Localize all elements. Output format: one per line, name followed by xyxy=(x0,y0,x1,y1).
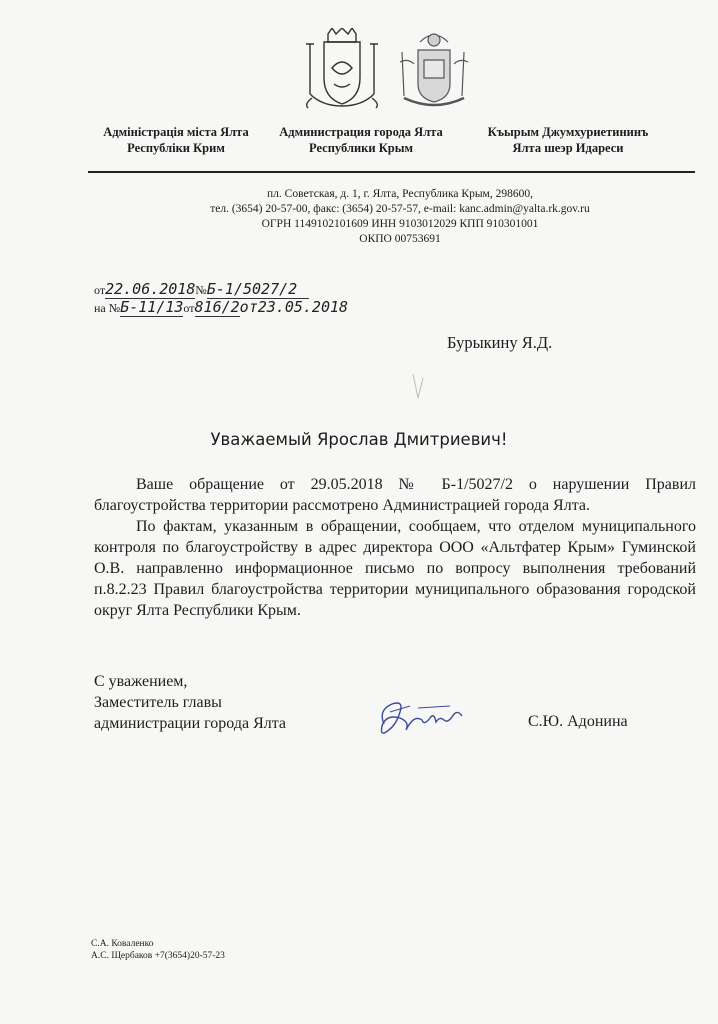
executors-block xyxy=(91,938,225,962)
reg-from-prefix: от xyxy=(94,283,106,297)
ref-on-prefix: на № xyxy=(94,301,121,315)
handwritten-signature xyxy=(370,696,470,740)
header-ru-line2: Республики Крым xyxy=(309,141,413,155)
yalta-coat-of-arms xyxy=(302,28,382,110)
header-russian xyxy=(268,124,454,156)
reg-date: 22.06.2018 xyxy=(105,280,196,298)
closing-block xyxy=(94,671,286,734)
incoming-reference xyxy=(94,298,348,316)
recipient-name: Бурыкину Я.Д. xyxy=(447,333,553,352)
salutation: Уважаемый Ярослав Дмитриевич! xyxy=(210,430,508,449)
closing-regards: С уважением, xyxy=(94,673,188,690)
check-mark xyxy=(410,372,426,400)
closing-organization: администрации города Ялта xyxy=(94,715,287,732)
letter-body xyxy=(94,474,696,621)
reg-no-prefix: № xyxy=(195,283,207,297)
ref-number: Б-11/13 xyxy=(120,298,184,316)
closing-position: Заместитель главы xyxy=(94,694,222,711)
executor-2: А.С. Щербаков +7(3654)20-57-23 xyxy=(91,951,225,961)
contact-address: пл. Советская, д. 1, г. Ялта, Республика Крым, 298600, xyxy=(267,188,533,200)
ref-from-prefix-2: от xyxy=(239,298,258,316)
contact-phones: тел. (3654) 20-57-00, факс: (3654) 20-57-57, e-mail: kanc.admin@yalta.rk.gov.ru xyxy=(210,203,590,215)
header-ru-line1: Администрация города Ялта xyxy=(279,125,443,139)
reg-number: Б-1/5027/2 xyxy=(207,280,309,299)
executor-1: С.А. Коваленко xyxy=(91,939,154,949)
crimea-coat-of-arms xyxy=(398,28,470,108)
body-paragraph-2: По фактам, указанным в обращении, сообщаем, что отделом муниципального контроля по благоустройству в адрес директора ООО «Альтфатер Крым» Гуминской О.В. направленно информационное письмо по вопросу выполнения требований п.8.2.23 Правил благоустройства территории муниципального образования городской округ Ялта Республики Крым. xyxy=(94,518,696,619)
header-crh-line1: Къырым Джумхуриетининъ xyxy=(487,125,649,139)
signer-name: С.Ю. Адонина xyxy=(528,713,628,730)
header-ukrainian xyxy=(88,124,264,156)
header-crh-line2: Ялта шеэр Идареси xyxy=(512,141,624,155)
outgoing-registration xyxy=(94,280,309,298)
ref-number-2: 816/2 xyxy=(194,298,240,316)
header-ua-line2: Республіки Крим xyxy=(127,141,225,155)
header-crimean-tatar xyxy=(478,124,658,156)
contact-okpo: ОКПО 00753691 xyxy=(359,233,441,245)
body-paragraph-1: Ваше обращение от 29.05.2018 № Б-1/5027/2 о нарушении Правил благоустройства территории рассмотрено Администрацией города Ялта. xyxy=(94,476,696,514)
ref-date: 23.05.2018 xyxy=(257,298,349,316)
contact-registry: ОГРН 1149102101609 ИНН 9103012029 КПП 910301001 xyxy=(261,218,539,230)
contact-block xyxy=(150,187,650,247)
ref-from-prefix: от xyxy=(183,301,195,315)
header-ua-line1: Адміністрація міста Ялта xyxy=(103,125,249,139)
header-divider xyxy=(88,171,695,173)
